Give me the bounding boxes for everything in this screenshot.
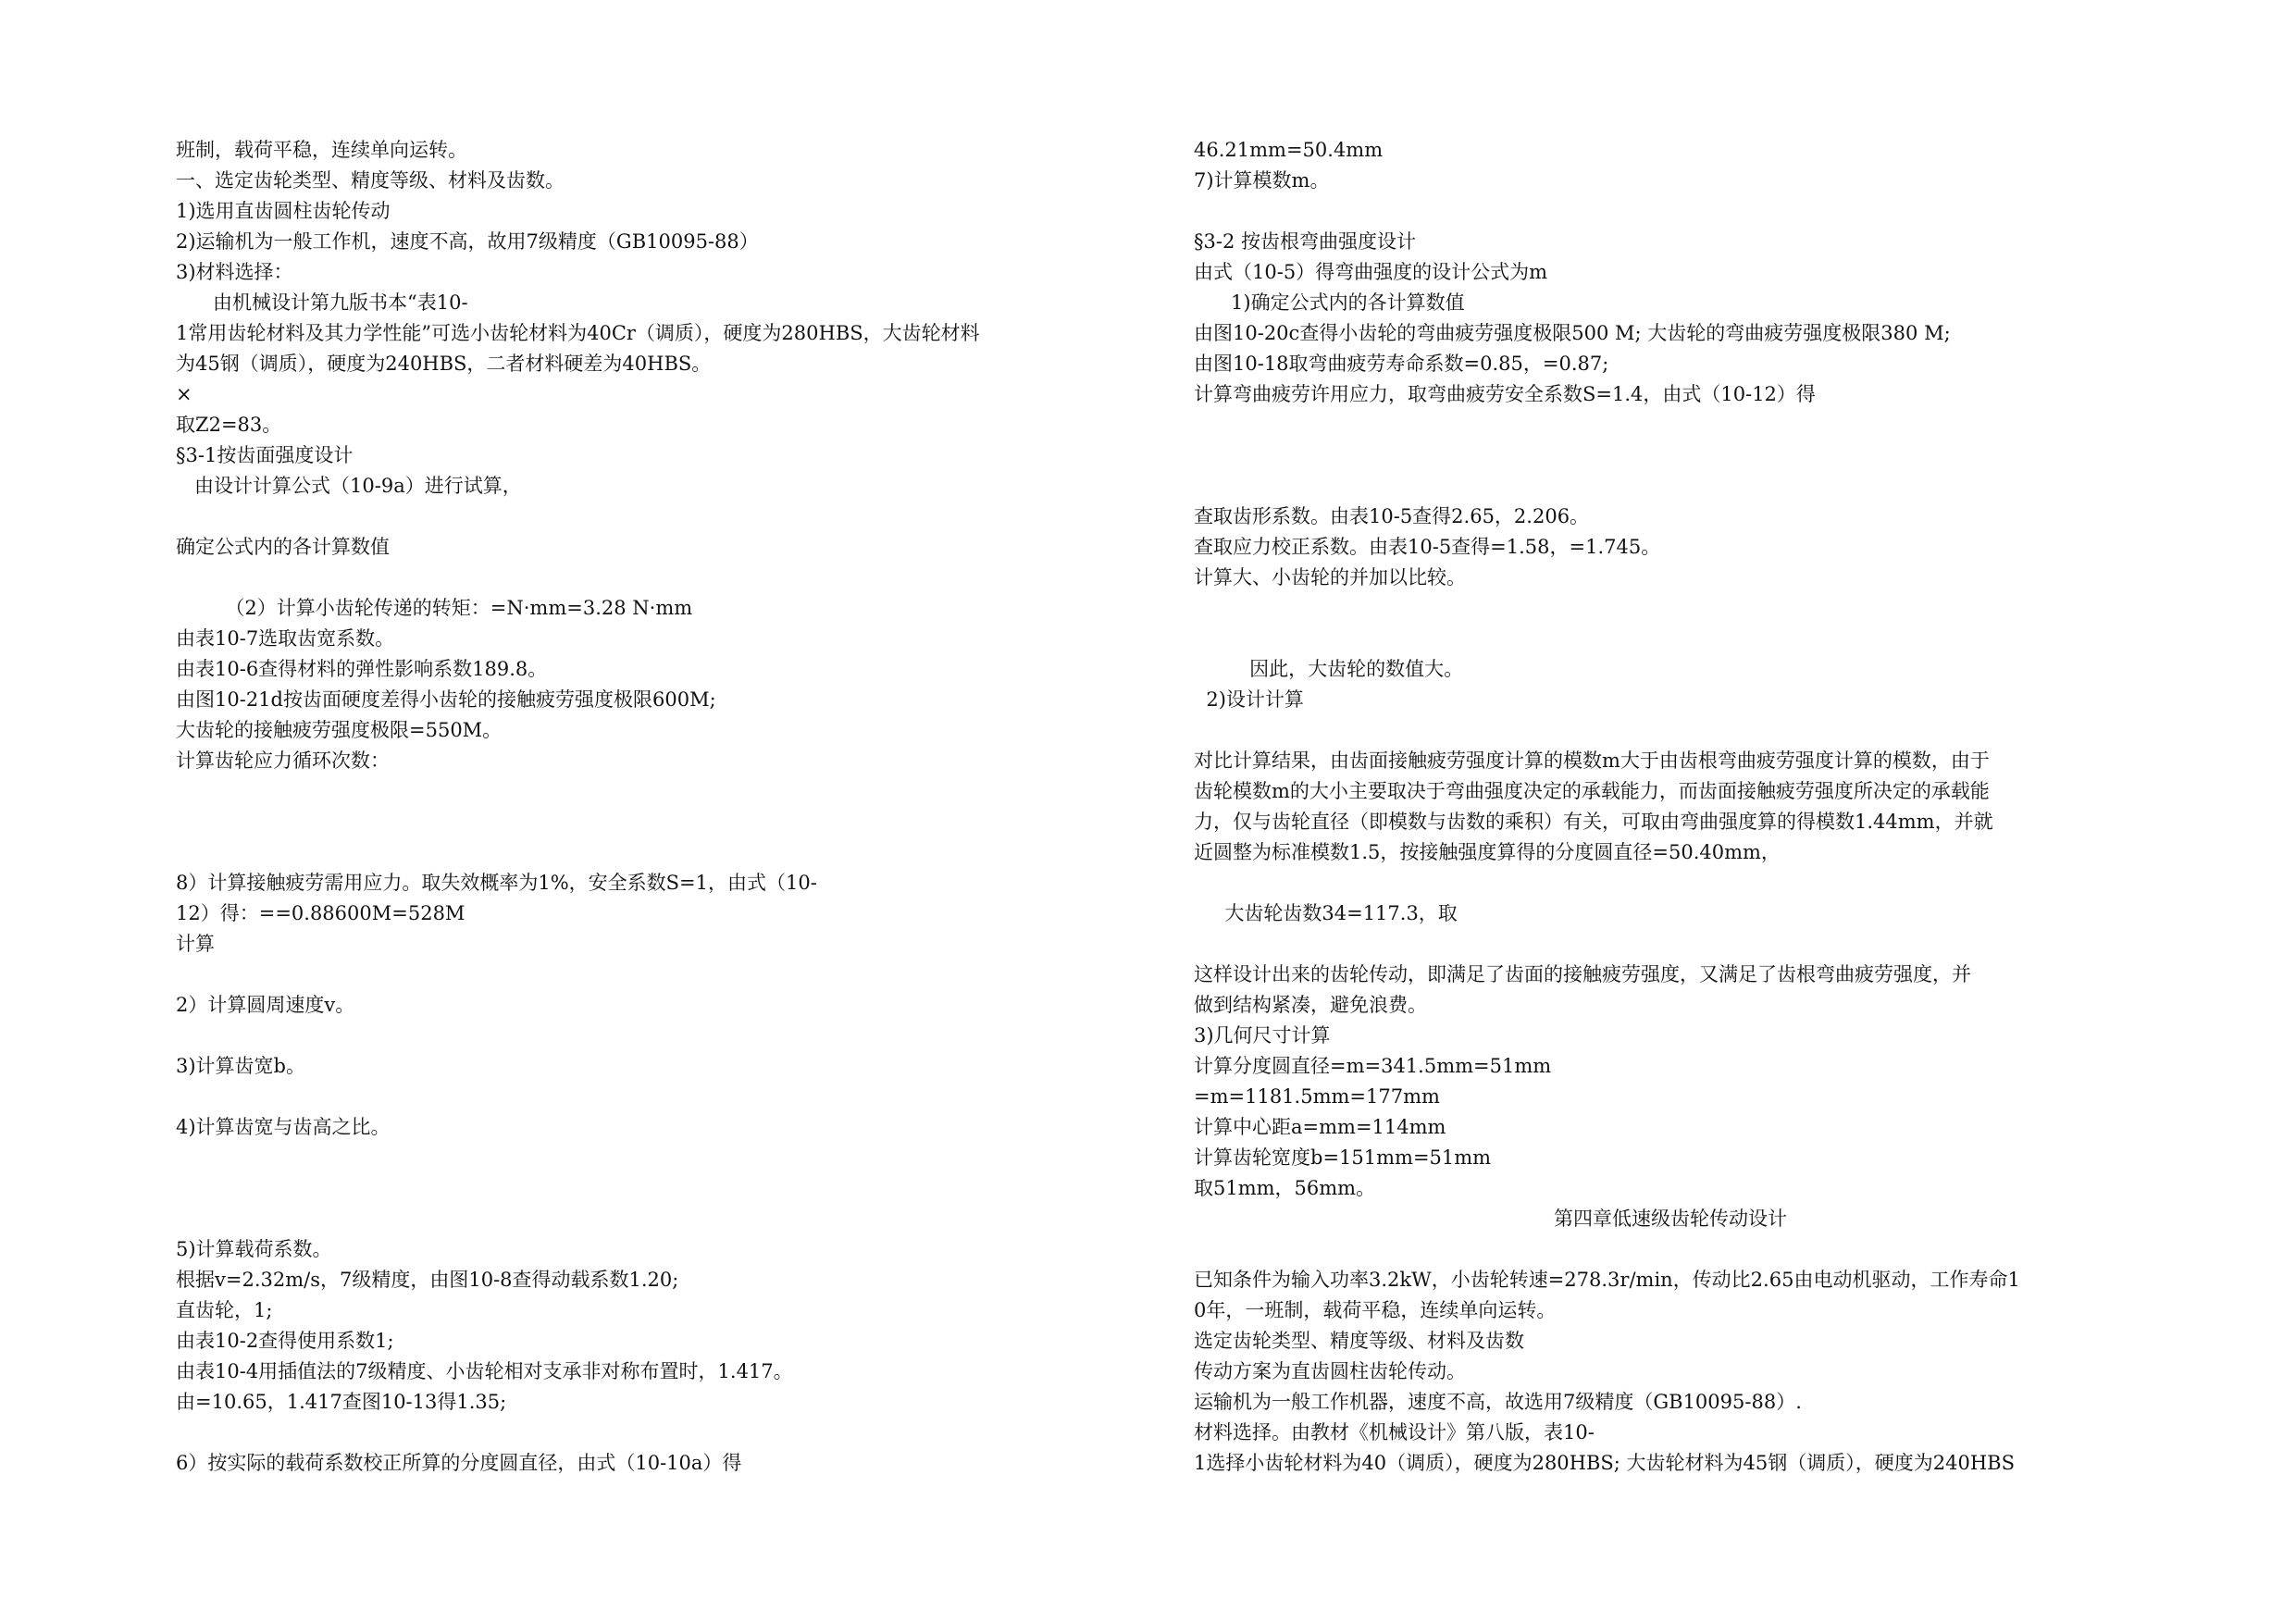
text-line: 12）得：==0.88600M=528M (176, 902, 465, 924)
text-line: 由图10-21d按齿面硬度差得小齿轮的接触疲劳强度极限600M; (176, 688, 716, 711)
text-line: 计算齿轮宽度b=151mm=51mm (1194, 1146, 1492, 1169)
blank-line (1194, 471, 2147, 502)
text-line: 0年，一班制，载荷平稳，连续单向运转。 (1194, 1299, 1557, 1321)
text-line: 计算弯曲疲劳许用应力，取弯曲疲劳安全系数S=1.4，由式（10-12）得 (1194, 383, 1816, 405)
text-line: 由设计计算公式（10-9a）进行试算， (176, 475, 522, 497)
text-line: 1常用齿轮材料及其力学性能”可选小齿轮材料为40Cr（调质），硬度为280HBS，大齿轮材料 (176, 322, 980, 344)
blank-line (176, 807, 1129, 837)
text-line: 材料选择。由教材《机械设计》第八版，表10- (1194, 1421, 1595, 1443)
text-line: × (176, 383, 192, 405)
text-line: 7)计算模数m。 (1194, 169, 1330, 192)
text-line: 取51mm，56mm。 (1194, 1177, 1376, 1199)
text-line: 运输机为一般工作机器，速度不高，故选用7级精度（GB10095-88）. (1194, 1391, 1802, 1413)
text-line: 5)计算载荷系数。 (176, 1238, 332, 1260)
text-line: 由表10-6查得材料的弹性影响系数189.8。 (176, 658, 548, 680)
text-line: 46.21mm=50.4mm (1194, 139, 1384, 161)
text-line: 由表10-7选取齿宽系数。 (176, 627, 395, 650)
text-line: 计算齿轮应力循环次数： (176, 750, 390, 772)
text-line: （2）计算小齿轮传递的转矩：=N·mm=3.28 N·mm (176, 597, 693, 619)
text-line: 做到结构紧凑，避免浪费。 (1194, 994, 1427, 1016)
text-line: 确定公式内的各计算数值 (176, 536, 390, 558)
blank-line (1194, 1234, 2147, 1265)
text-line: 为45钢（调质），硬度为240HBS，二者材料硬差为40HBS。 (176, 353, 712, 375)
text-line: 计算分度圆直径=m=341.5mm=51mm (1194, 1055, 1552, 1077)
text-line: 已知条件为输入功率3.2kW，小齿轮转速=278.3r/min，传动比2.65由电动机驱动，工作寿命1 (1194, 1269, 2020, 1291)
text-line: 大齿轮齿数34=117.3，取 (1194, 902, 1458, 924)
text-line: 对比计算结果，由齿面接触疲劳强度计算的模数m大于由齿根弯曲疲劳强度计算的模数，由于 (1194, 750, 1990, 772)
text-line: 查取齿形系数。由表10-5查得2.65，2.206。 (1194, 505, 1590, 527)
text-line: 选定齿轮类型、精度等级、材料及齿数 (1194, 1330, 1524, 1352)
text-line: 这样设计出来的齿轮传动，即满足了齿面的接触疲劳强度，又满足了齿根弯曲疲劳强度，并 (1194, 963, 1971, 985)
text-line: 2)设计计算 (1194, 688, 1304, 711)
text-line: 传动方案为直齿圆柱齿轮传动。 (1194, 1360, 1466, 1382)
blank-line (176, 776, 1129, 807)
text-line: 3)材料选择： (176, 261, 293, 283)
text-line: 由表10-4用插值法的7级精度、小齿轮相对支承非对称布置时，1.417。 (176, 1360, 793, 1382)
text-line: 一、选定齿轮类型、精度等级、材料及齿数。 (176, 169, 565, 192)
text-line: =m=1181.5mm=177mm (1194, 1085, 1440, 1108)
blank-line (1194, 624, 2147, 654)
blank-line (1194, 440, 2147, 471)
left-text-column (176, 135, 1129, 1479)
text-line: 6）按实际的载荷系数校正所算的分度圆直径，由式（10-10a）得 (176, 1452, 742, 1474)
text-line: 由式（10-5）得弯曲强度的设计公式为m (1194, 261, 1548, 283)
blank-line (176, 1021, 1129, 1051)
blank-line (176, 563, 1129, 593)
blank-line (176, 1082, 1129, 1112)
text-line: 3)计算齿宽b。 (176, 1055, 305, 1077)
text-line: 根据v=2.32m/s，7级精度，由图10-8查得动载系数1.20; (176, 1269, 679, 1291)
text-line: 齿轮模数m的大小主要取决于弯曲强度决定的承载能力，而齿面接触疲劳强度所决定的承载能 (1194, 780, 1990, 802)
blank-line (1194, 929, 2147, 960)
text-line: 近圆整为标准模数1.5，按接触强度算得的分度圆直径=50.40mm， (1194, 841, 1781, 863)
right-text-column (1194, 135, 2147, 1479)
text-line: 1选择小齿轮材料为40（调质），硬度为280HBS; 大齿轮材料为45钢（调质），硬度为240HBS (1194, 1452, 2015, 1474)
text-line: 因此，大齿轮的数值大。 (1194, 658, 1464, 680)
blank-line (1194, 410, 2147, 440)
text-line: 3)几何尺寸计算 (1194, 1024, 1331, 1047)
blank-line (176, 960, 1129, 990)
text-line: 力，仅与齿轮直径（即模数与齿数的乘积）有关，可取由弯曲强度算的得模数1.44mm，并就 (1194, 811, 1993, 833)
blank-line (1194, 593, 2147, 624)
text-line: 计算中心距a=mm=114mm (1194, 1116, 1446, 1138)
text-line: 取Z2=83。 (176, 414, 282, 436)
text-line: 4)计算齿宽与齿高之比。 (176, 1116, 391, 1138)
blank-line (176, 1418, 1129, 1448)
text-line: 1)确定公式内的各计算数值 (1194, 291, 1465, 314)
blank-line (176, 502, 1129, 532)
blank-line (176, 837, 1129, 868)
text-line: 计算大、小齿轮的并加以比较。 (1194, 566, 1466, 588)
text-line: §3-1按齿面强度设计 (176, 444, 354, 466)
text-line: 由机械设计第九版书本“表10- (176, 291, 468, 314)
blank-line (176, 1143, 1129, 1173)
text-line: 2)运输机为一般工作机，速度不高，故用7级精度（GB10095-88） (176, 230, 759, 253)
blank-line (1194, 868, 2147, 898)
text-line: 直齿轮，1; (176, 1299, 273, 1321)
text-line: 1)选用直齿圆柱齿轮传动 (176, 200, 391, 222)
blank-line (1194, 715, 2147, 746)
text-line: 8）计算接触疲劳需用应力。取失效概率为1%，安全系数S=1，由式（10- (176, 872, 817, 894)
blank-line (176, 1204, 1129, 1234)
text-line: 由图10-20c查得小齿轮的弯曲疲劳强度极限500 M; 大齿轮的弯曲疲劳强度极限380 M; (1194, 322, 1951, 344)
chapter-heading: 第四章低速级齿轮传动设计 (1554, 1208, 1787, 1230)
text-line: 2）计算圆周速度v。 (176, 994, 355, 1016)
text-line: 班制，载荷平稳，连续单向运转。 (176, 139, 467, 161)
text-line: 由图10-18取弯曲疲劳寿命系数=0.85，=0.87; (1194, 353, 1609, 375)
blank-line (1194, 196, 2147, 227)
text-line: 由=10.65，1.417查图10-13得1.35; (176, 1391, 507, 1413)
text-line: 计算 (176, 933, 215, 955)
text-line: §3-2 按齿根弯曲强度设计 (1194, 230, 1416, 253)
blank-line (176, 1173, 1129, 1204)
text-line: 大齿轮的接触疲劳强度极限=550M。 (176, 719, 503, 741)
text-line: 由表10-2查得使用系数1; (176, 1330, 394, 1352)
text-line: 查取应力校正系数。由表10-5查得=1.58，=1.745。 (1194, 536, 1661, 558)
